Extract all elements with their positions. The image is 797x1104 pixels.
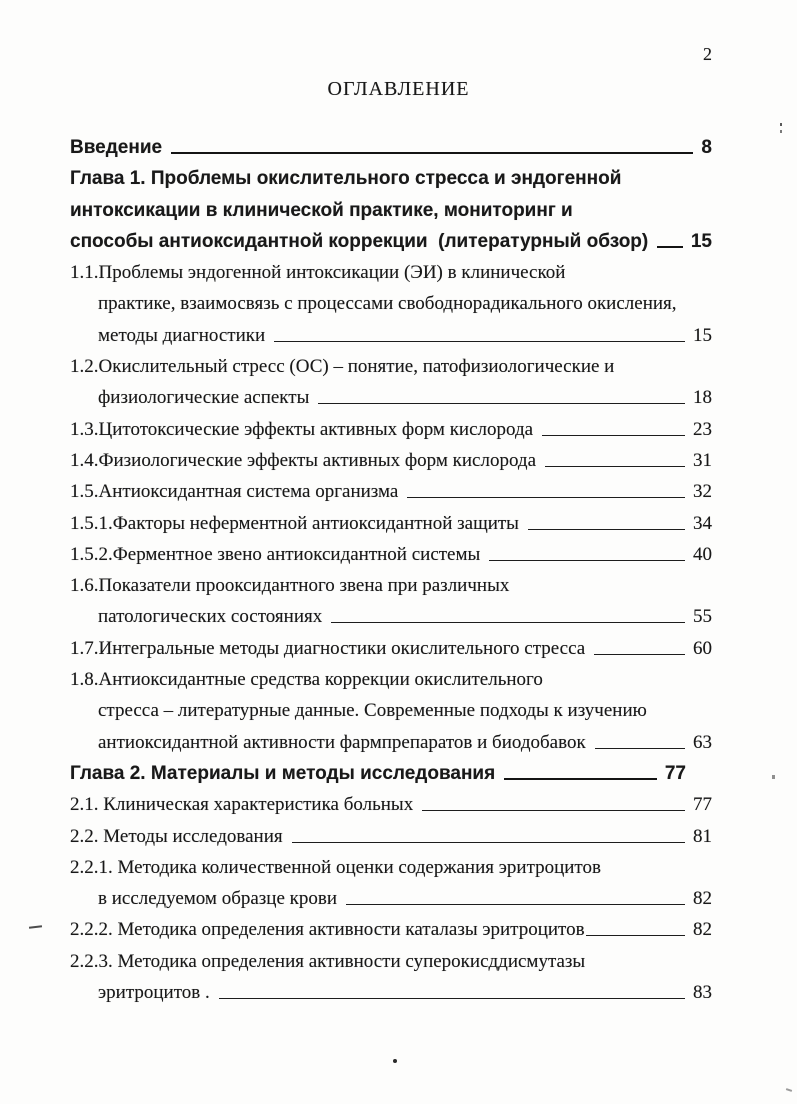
toc-entry-text: Введение bbox=[70, 137, 163, 158]
page-number: 2 bbox=[703, 44, 712, 64]
toc-entry-text: 1.1.Проблемы эндогенной интоксикации (ЭИ) в клинической bbox=[70, 262, 566, 284]
toc-entry-line bbox=[70, 195, 712, 226]
toc-entry-line bbox=[70, 977, 712, 1008]
toc-page-number: 31 bbox=[693, 449, 712, 471]
toc-entry-line bbox=[70, 821, 712, 852]
toc-entry-text: 1.5.1.Факторы неферментной антиоксидантной защиты bbox=[70, 512, 519, 534]
toc-leader-line bbox=[489, 560, 685, 561]
toc-leader-line bbox=[346, 904, 685, 905]
toc-entry-text: Глава 1. Проблемы окислительного стресса и эндогенной bbox=[70, 168, 622, 190]
toc-entry-line bbox=[70, 476, 712, 507]
toc-entry-text: стресса – литературные данные. Современные подходы к изучению bbox=[98, 700, 647, 722]
toc-leader-line bbox=[528, 529, 685, 530]
toc-page-number: 83 bbox=[693, 982, 712, 1004]
toc-leader-line bbox=[586, 935, 685, 936]
toc-entry-line bbox=[70, 695, 712, 726]
toc-entry-line bbox=[70, 601, 712, 632]
toc-entry-line bbox=[70, 414, 712, 445]
toc-leader-line bbox=[292, 842, 685, 843]
toc-leader-line bbox=[595, 748, 685, 749]
toc-page-number: 32 bbox=[693, 481, 712, 503]
toc-entry-text: в исследуемом образце крови bbox=[98, 888, 338, 910]
toc-entry-text: антиоксидантной активности фармпрепаратов и биодобавок bbox=[98, 731, 586, 753]
toc-entry-text: 2.2.3. Методика определения активности суперокисддисмутазы bbox=[70, 950, 586, 972]
toc-entry-line bbox=[70, 633, 712, 664]
toc-title: ОГЛАВЛЕНИЕ bbox=[327, 78, 470, 100]
toc-entry-line bbox=[70, 852, 712, 883]
toc-entry-line bbox=[70, 226, 712, 257]
toc-leader-line bbox=[274, 341, 685, 342]
toc-entry-line bbox=[70, 257, 712, 288]
toc-entry-line bbox=[70, 288, 712, 319]
toc-leader-line bbox=[219, 998, 685, 999]
toc-leader-line bbox=[542, 435, 685, 436]
toc-entry-text: патологических состояниях bbox=[98, 606, 323, 628]
toc-entry-line bbox=[70, 883, 712, 914]
toc-leader-line bbox=[545, 466, 685, 467]
toc-entry-line bbox=[70, 132, 712, 163]
toc-entry-line bbox=[70, 382, 712, 413]
toc-page-number: 60 bbox=[693, 637, 712, 659]
toc-entry-text: 1.6.Показатели прооксидантного звена при различных bbox=[70, 575, 510, 597]
toc-entry-line bbox=[70, 914, 712, 945]
toc-page-number: 82 bbox=[693, 919, 712, 941]
scan-artifact-bottom-mark bbox=[786, 1088, 792, 1092]
toc-page-number: 63 bbox=[693, 731, 712, 753]
toc-leader-line bbox=[594, 654, 685, 655]
toc-page-number: 15 bbox=[690, 230, 712, 252]
toc-entry-text: 1.4.Физиологические эффекты активных форм кислорода bbox=[70, 449, 537, 471]
toc-page-number: 23 bbox=[693, 418, 712, 440]
toc-page-number: 81 bbox=[693, 825, 712, 847]
toc-entry-text: практике, взаимосвязь с процессами свободнорадикального окисления, bbox=[98, 293, 677, 315]
toc-page-number: 18 bbox=[693, 387, 712, 409]
toc-entry-text: 1.5.2.Ферментное звено антиоксидантной системы bbox=[70, 543, 481, 565]
toc-page-number: 77 bbox=[664, 762, 686, 784]
toc-entry-text: 1.3.Цитотоксические эффекты активных форм кислорода bbox=[70, 418, 534, 440]
toc-entry-line bbox=[70, 539, 712, 570]
scan-artifact-margin-dash bbox=[29, 925, 42, 929]
toc-list bbox=[70, 132, 712, 1008]
toc-entry-line bbox=[70, 351, 712, 382]
scan-artifact-right-speck bbox=[772, 775, 775, 779]
toc-entry-line bbox=[70, 508, 712, 539]
toc-page-number: 82 bbox=[693, 888, 712, 910]
toc-entry-text: 1.5.Антиоксидантная система организма bbox=[70, 481, 399, 503]
scan-artifact-stray-dot bbox=[393, 1059, 397, 1063]
toc-entry-line bbox=[70, 320, 712, 351]
toc-entry-text: 1.8.Антиоксидантные средства коррекции окислительного bbox=[70, 669, 543, 691]
toc-leader-line bbox=[504, 778, 657, 780]
toc-entry-text: Глава 2. Материалы и методы исследования bbox=[70, 762, 496, 784]
toc-entry-text: 2.2.1. Методика количественной оценки содержания эритроцитов bbox=[70, 856, 601, 878]
toc-entry-line bbox=[70, 163, 712, 194]
toc-page-number: 40 bbox=[693, 543, 712, 565]
toc-entry-text: 1.2.Окислительный стресс (ОС) – понятие, патофизиологические и bbox=[70, 356, 615, 378]
scan-artifact-corner-colon bbox=[780, 123, 782, 126]
toc-entry-line bbox=[70, 445, 712, 476]
toc-entry-line bbox=[70, 758, 712, 789]
toc-page-number: 77 bbox=[693, 794, 712, 816]
toc-entry-text: 2.2.2. Методика определения активности каталазы эритроцитов bbox=[70, 919, 585, 941]
toc-leader-line bbox=[331, 622, 685, 623]
toc-entry-text: физиологические аспекты bbox=[98, 387, 310, 409]
toc-entry-line bbox=[70, 946, 712, 977]
toc-leader-line bbox=[171, 152, 693, 154]
toc-entry-line bbox=[70, 789, 712, 820]
toc-entry-text: 1.7.Интегральные методы диагностики окислительного стресса bbox=[70, 637, 586, 659]
toc-entry-line bbox=[70, 570, 712, 601]
toc-page-number: 55 bbox=[693, 606, 712, 628]
toc-leader-line bbox=[422, 810, 685, 811]
toc-leader-line bbox=[407, 497, 685, 498]
toc-leader-line bbox=[318, 403, 685, 404]
toc-page-number: 8 bbox=[701, 137, 712, 158]
toc-page-number: 15 bbox=[693, 324, 712, 346]
toc-entry-text: методы диагностики bbox=[98, 324, 266, 346]
toc-page-number: 34 bbox=[693, 512, 712, 534]
toc-leader-line bbox=[657, 246, 683, 248]
toc-entry-line bbox=[70, 727, 712, 758]
toc-entry-text: 2.2. Методы исследования bbox=[70, 825, 283, 847]
toc-entry-text: способы антиоксидантной коррекции (литературный обзор) bbox=[70, 230, 649, 252]
toc-entry-line bbox=[70, 664, 712, 695]
toc-entry-text: 2.1. Клиническая характеристика больных bbox=[70, 794, 414, 816]
toc-entry-text: интоксикации в клинической практике, мониторинг и bbox=[70, 199, 573, 221]
toc-entry-text: эритроцитов . bbox=[98, 982, 210, 1004]
